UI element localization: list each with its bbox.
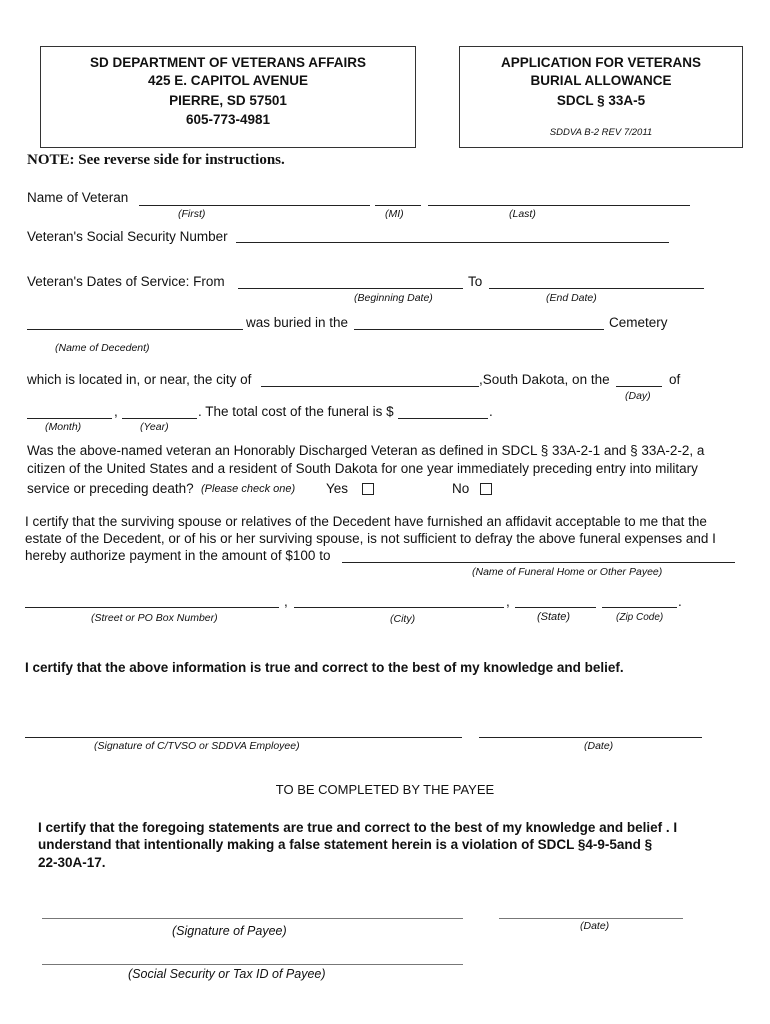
south-dakota-text: ,South Dakota, on the xyxy=(479,372,610,387)
payee-signature-field[interactable] xyxy=(42,918,463,919)
ssn-label: Veteran's Social Security Number xyxy=(27,229,228,244)
service-to-label: To xyxy=(468,274,483,289)
month-caption: (Month) xyxy=(45,421,82,433)
payee-date-caption: (Date) xyxy=(580,920,610,932)
mi-caption: (MI) xyxy=(385,208,404,220)
buried-in-text: was buried in the xyxy=(246,315,349,330)
city-comma: , xyxy=(506,594,510,609)
payee-certify-line1: I certify that the foregoing statements are true and correct to the best of my knowledge and belief . I xyxy=(38,820,678,835)
burial-year-field[interactable] xyxy=(122,418,197,419)
service-to-field[interactable] xyxy=(489,288,704,289)
certify-true-statement: I certify that the above information is true and correct to the best of my knowledge and belief. xyxy=(25,660,624,675)
payee-certify-line3: 22-30A-17. xyxy=(38,855,106,870)
yes-checkbox[interactable] xyxy=(362,483,374,495)
month-comma: , xyxy=(114,404,118,419)
honorable-question-line1: Was the above-named veteran an Honorably Discharged Veteran as defined in SDCL § 33A-2-1 and § 33A-2-2, a xyxy=(27,443,705,458)
decedent-caption: (Name of Decedent) xyxy=(55,342,150,354)
veteran-first-name-field[interactable] xyxy=(139,205,370,206)
payee-date-field[interactable] xyxy=(499,918,683,919)
employee-date-field[interactable] xyxy=(479,737,702,738)
funeral-cost-text: . The total cost of the funeral is $ xyxy=(198,404,394,419)
decedent-name-field[interactable] xyxy=(27,329,243,330)
state-caption: (State) xyxy=(537,611,571,623)
last-caption: (Last) xyxy=(509,208,536,220)
payee-signature-caption: (Signature of Payee) xyxy=(172,924,287,938)
street-caption: (Street or PO Box Number) xyxy=(91,612,218,624)
no-label: No xyxy=(452,481,470,496)
street-field[interactable] xyxy=(25,607,279,608)
employee-signature-field[interactable] xyxy=(25,737,462,738)
payee-name-field[interactable] xyxy=(342,562,735,563)
payee-certify-line2: understand that intentionally making a false statement herein is a violation of SDCL §4-9-5and § xyxy=(38,837,653,852)
honorable-question-line2: citizen of the United States and a resident of South Dakota for one year immediately preceding entry into military xyxy=(27,461,698,476)
certify-payment-line2: estate of the Decedent, or of his or her surviving spouse, is not sufficient to defray the above funeral expenses and I xyxy=(25,531,716,546)
certify-payment-line1: I certify that the surviving spouse or relatives of the Decedent have furnished an affidavit acceptable to me that the xyxy=(25,514,707,529)
cemetery-field[interactable] xyxy=(354,329,604,330)
zip-period: . xyxy=(678,594,682,609)
year-caption: (Year) xyxy=(140,421,169,433)
payee-tax-id-caption: (Social Security or Tax ID of Payee) xyxy=(128,967,326,981)
burial-day-field[interactable] xyxy=(616,386,662,387)
form-code: SDDVA B-2 REV 7/2011 xyxy=(549,127,653,138)
agency-name: SD DEPARTMENT OF VETERANS AFFAIRS xyxy=(89,55,366,70)
zip-caption: (Zip Code) xyxy=(616,612,664,623)
note-text: NOTE: See reverse side for instructions. xyxy=(27,152,285,168)
form-statute: SDCL § 33A-5 xyxy=(556,93,646,108)
of-text: of xyxy=(669,372,681,387)
cost-period: . xyxy=(489,404,493,419)
service-from-field[interactable] xyxy=(238,288,463,289)
veteran-last-name-field[interactable] xyxy=(428,205,690,206)
first-caption: (First) xyxy=(178,208,206,220)
street-comma: , xyxy=(284,594,288,609)
city-caption: (City) xyxy=(390,613,416,625)
honorable-question-line3: service or preceding death? xyxy=(27,481,194,496)
state-field[interactable] xyxy=(515,607,596,608)
funeral-cost-field[interactable] xyxy=(398,418,488,419)
service-from-label: Veteran's Dates of Service: From xyxy=(27,274,225,289)
agency-phone: 605-773-4981 xyxy=(185,112,271,127)
payee-name-caption: (Name of Funeral Home or Other Payee) xyxy=(472,566,663,578)
check-hint: (Please check one) xyxy=(201,483,296,495)
employee-signature-caption: (Signature of C/TVSO or SDDVA Employee) xyxy=(94,740,300,752)
cemetery-text: Cemetery xyxy=(609,315,668,330)
form-title: APPLICATION FOR VETERANS xyxy=(500,55,701,70)
veteran-mi-field[interactable] xyxy=(375,205,421,206)
employee-date-caption: (Date) xyxy=(584,740,614,752)
ssn-field[interactable] xyxy=(236,242,669,243)
agency-city: PIERRE, SD 57501 xyxy=(169,93,287,108)
end-date-caption: (End Date) xyxy=(546,292,597,304)
no-checkbox[interactable] xyxy=(480,483,492,495)
burial-month-field[interactable] xyxy=(27,418,112,419)
veteran-name-label: Name of Veteran xyxy=(27,190,129,205)
certify-payment-line3: hereby authorize payment in the amount of $100 to xyxy=(25,548,331,563)
payee-tax-id-field[interactable] xyxy=(42,964,463,965)
city-field[interactable] xyxy=(294,607,504,608)
agency-street: 425 E. CAPITOL AVENUE xyxy=(147,73,309,88)
payee-section-heading: TO BE COMPLETED BY THE PAYEE xyxy=(275,782,495,797)
zip-field[interactable] xyxy=(602,607,677,608)
begin-date-caption: (Beginning Date) xyxy=(354,292,433,304)
day-caption: (Day) xyxy=(625,390,651,402)
yes-label: Yes xyxy=(326,481,349,496)
form-subtitle: BURIAL ALLOWANCE xyxy=(530,73,672,88)
city-of-burial-field[interactable] xyxy=(261,386,479,387)
location-text: which is located in, or near, the city of xyxy=(27,372,252,387)
